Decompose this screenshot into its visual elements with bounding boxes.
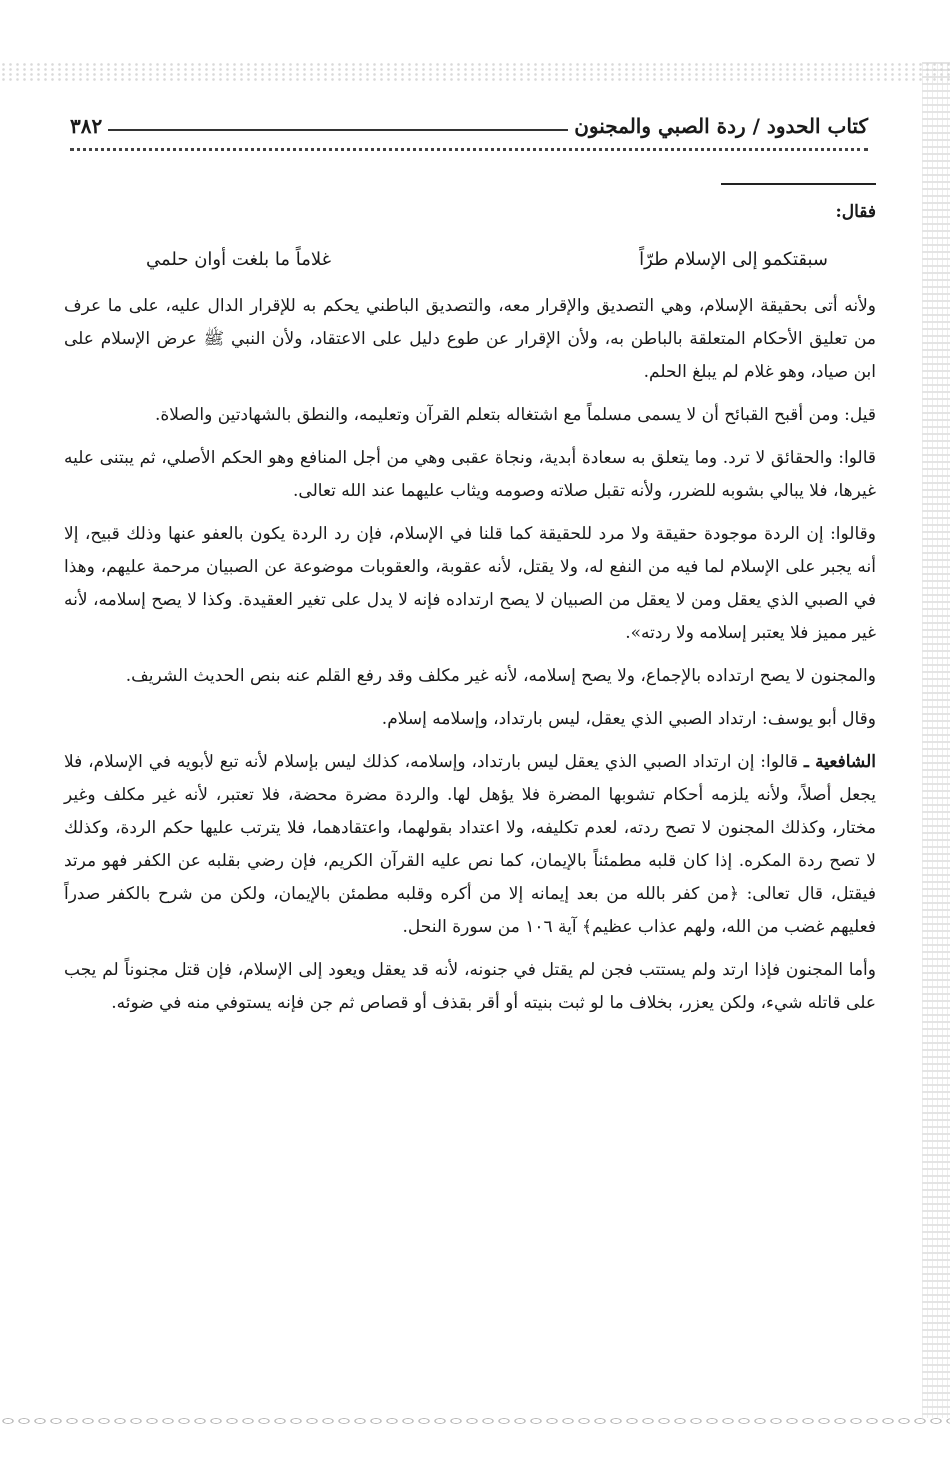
paragraph-text: قالوا: إن ارتداد الصبي الذي يعقل ليس بارتداد، وإسلامه، كذلك ليس بإسلام لأنه تبع لأبويه في الإسلام، فلا يجعل أصلاً، ولأنه يلزمه أحكام تشوبها المضرة فلا يؤهل لها. والردة مضرة محضة، فلا تعتبر، لأنه غير مكلف وغير مختار، وكذلك المجنون لا تصح ردته، لعدم تكليفه، ولا اعتداد بقولهما، واعتقادهما، فلا يترتب عليها حكم الردة، وكذلك لا تصح ردة المكره. إذا كان قلبه مطمئناً بالإيمان، كما نص عليه القرآن الكريم، فإن رضي بقلبه عن الكفر فهو مرتد فيقتل، قال تعالى: ﴿من كفر بالله من بعد إيمانه إلا من أكره وقلبه مطمئن بالإيمان، ولكن من شرح بالكفر صدراً فعليهم غضب من الله، ولهم عذاب عظيم﴾ آية ١٠٦ من سورة النحل. [64,752,876,937]
paragraph-3 [64,442,876,508]
paragraph-5 [64,660,876,693]
paragraph-text: قيل: ومن أقبح القبائح أن لا يسمى مسلماً مع اشتغاله بتعلم القرآن وتعليمه، والنطق بالشهادتين والصلاة. [154,405,876,425]
paragraph-text: قالوا: والحقائق لا ترد. وما يتعلق به سعادة أبدية، ونجاة عقبى وهي من أجل المنافع وهو الحكم الأصلي، ثم يبتنى عليه غيرها، فلا يبالي بشوبه للضرر، ولأنه تقبل صلاته وصومه ويثاب عليهما عند الله تعالى. [64,448,876,501]
scan-edge-right-border [922,62,950,1418]
running-title: كتاب الحدود / ردة الصبي والمجنون [574,114,868,138]
paragraph-4 [64,518,876,650]
paragraph-2 [64,399,876,432]
paragraph-1 [64,290,876,389]
header-rule [108,129,568,131]
section-rule [721,183,876,185]
paragraph-text: وقال أبو يوسف: ارتداد الصبي الذي يعقل، ليس بارتداد، وإسلامه إسلام. [381,709,876,729]
dotted-separator [70,148,868,163]
verse-first-hemistich: سبقتكمو إلى الإسلام طرّاً [639,249,828,270]
page-body [64,196,876,1030]
poem-verse [64,243,876,276]
paragraph-text: وأما المجنون فإذا ارتد ولم يستتب فجن لم يقتل في جنونه، لأنه قد يعقل ويعود إلى الإسلام، فإن قتل مجنوناً لم يجب على قاتله شيء، ولكن يعزر، بخلاف ما لو ثبت بنيته أو أقر بقذف أو قصاص ثم جن فإنه يستوفي منه في ضوئه. [64,960,876,1013]
running-header [70,104,868,148]
paragraph-lead: الشافعية ـ [803,752,876,772]
paragraph-7 [64,746,876,944]
paragraph-text: والمجنون لا يصح ارتداده بالإجماع، ولا يصح إسلامه، لأنه غير مكلف وقد رفع القلم عنه بنص الحديث الشريف. [125,666,876,686]
decorative-bottom-border [0,1414,950,1428]
paragraph-6 [64,703,876,736]
verse-second-hemistich: غلاماً ما بلغت أوان حلمي [146,249,332,270]
paragraph-text: ولأنه أتى بحقيقة الإسلام، وهي التصديق والإقرار معه، والتصديق الباطني يحكم به للإقرار الدال عليه، على ما عرف من تعليق الأحكام المتعلقة بالباطن به، ولأن الإقرار عن طوع دليل على الاعتقاد، ولأن النبي ﷺ عرض الإسلام على ابن صياد، وهو غلام لم يبلغ الحلم. [64,296,876,382]
scan-edge-top [0,62,950,82]
page-number: ٣٨٢ [70,114,103,138]
paragraph-text: وقالوا: إن الردة موجودة حقيقة ولا مرد للحقيقة كما قلنا في الإسلام، فإن رد الردة يكون بالعفو عنها وذلك قبيح، إلا أنه يجبر على الإسلام لما فيه من النفع له، ولا يقتل، لأنه عقوبة، والعقوبات موضوعة عن الصبيان مرحمة عليهم، وهذا في الصبي الذي يعقل ومن لا يعقل من الصبيان لا يصح ارتداده فإنه لا يدل على تغير العقيدة. وكذا لا يصح إسلامه، لأنه غير مميز فلا يعتبر إسلامه ولا ردته». [64,524,876,643]
paragraph-8 [64,954,876,1020]
intro-line: فقال: [835,202,876,222]
